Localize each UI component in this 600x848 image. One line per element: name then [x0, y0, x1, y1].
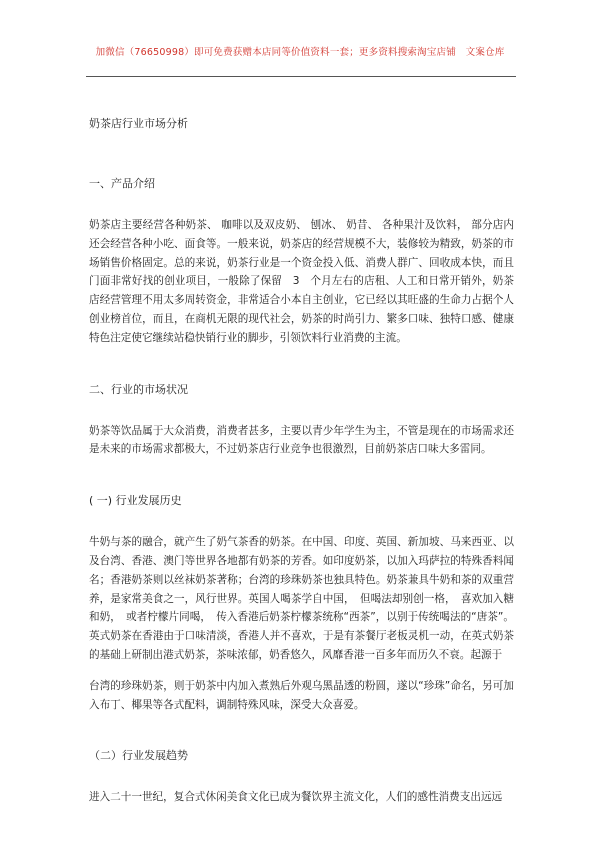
paragraph-product-intro: 奶茶店主要经营各种奶茶、 咖啡以及双皮奶、 刨冰、 奶昔、 各种果汁及饮料， 部分店内还会经营各种小吃、面食等。一般来说，奶茶店的经营规模不大，装修较为精致，奶茶的市场销售价格固定。总的来说，奶茶行业是一个资金投入低、消费人群广、回收成本快，而且门面非常好找的创业项目，一般除了保留 3 个月左右的店租、人工和日常开销外，奶茶店经营管理不用太多周转资金，非常适合小本自主创业，它已经以其旺盛的生命力占据个人创业榜首位，而且，在商机无限的现代社会，奶茶的时尚引力、繁多口味、独特口感、健康特色注定使它继续站稳快销行业的脚步，引领饮料行业消费的主流。	[89, 219, 514, 344]
promo-banner: 加微信（76650998）即可免费获赠本店同等价值资料一套；更多资料搜索淘宝店铺 文案仓库	[95, 47, 505, 58]
document-body	[89, 116, 514, 807]
paragraph-history-2: 台湾的珍珠奶茶，则于奶茶中内加入煮熟后外观乌黑晶透的粉圆，遂以“珍珠”命名，另可加入布丁、椰果等各式配料，调制特殊风味，深受大众喜爱。	[89, 679, 514, 711]
section-heading-market-status: 二、行业的市场状况	[89, 382, 188, 396]
section-heading-product-intro: 一、产品介绍	[89, 177, 155, 190]
section-heading-trends: （二）行业发展趋势	[89, 749, 188, 763]
section-heading-history: ( 一) 行业发展历史	[89, 494, 182, 508]
header-divider	[86, 76, 516, 77]
paragraph-market-status: 奶茶等饮品属于大众消费，消费者甚多，主要以青少年学生为主，不管是现在的市场需求还是未来的市场需求都极大，不过奶茶店行业竞争也很激烈，目前奶茶店口味大多雷同。	[89, 424, 514, 456]
document-title: 奶茶店行业市场分析	[89, 117, 188, 130]
paragraph-trends: 进入二十一世纪，复合式休闲美食文化已成为餐饮界主流文化，人们的感性消费支出远远	[89, 791, 503, 804]
paragraph-history-1: 牛奶与茶的融合，就产生了奶气茶香的奶茶。在中国、印度、英国、新加坡、马来西亚、以及台湾、香港、澳门等世界各地都有奶茶的芳香。如印度奶茶，以加入玛萨拉的特殊香料闻名；香港奶茶则以丝袜奶茶著称；台湾的珍珠奶茶也独具特色。奶茶兼具牛奶和茶的双重营养，是家常美食之一，风行世界。英国人喝茶学自中国， 但喝法却别创一格， 喜欢加入糖和奶， 或者柠檬片同喝， 传入香港后奶茶柠檬茶统称“西茶”，以别于传统喝法的“唐茶”。英式奶茶在香港由于口味清淡，香港人并不喜欢，于是有茶餐厅老板灵机一动，在英式奶茶的基础上研制出港式奶茶，茶味浓郁，奶香悠久，风靡香港一百多年而历久不衰。起源于	[89, 536, 514, 661]
